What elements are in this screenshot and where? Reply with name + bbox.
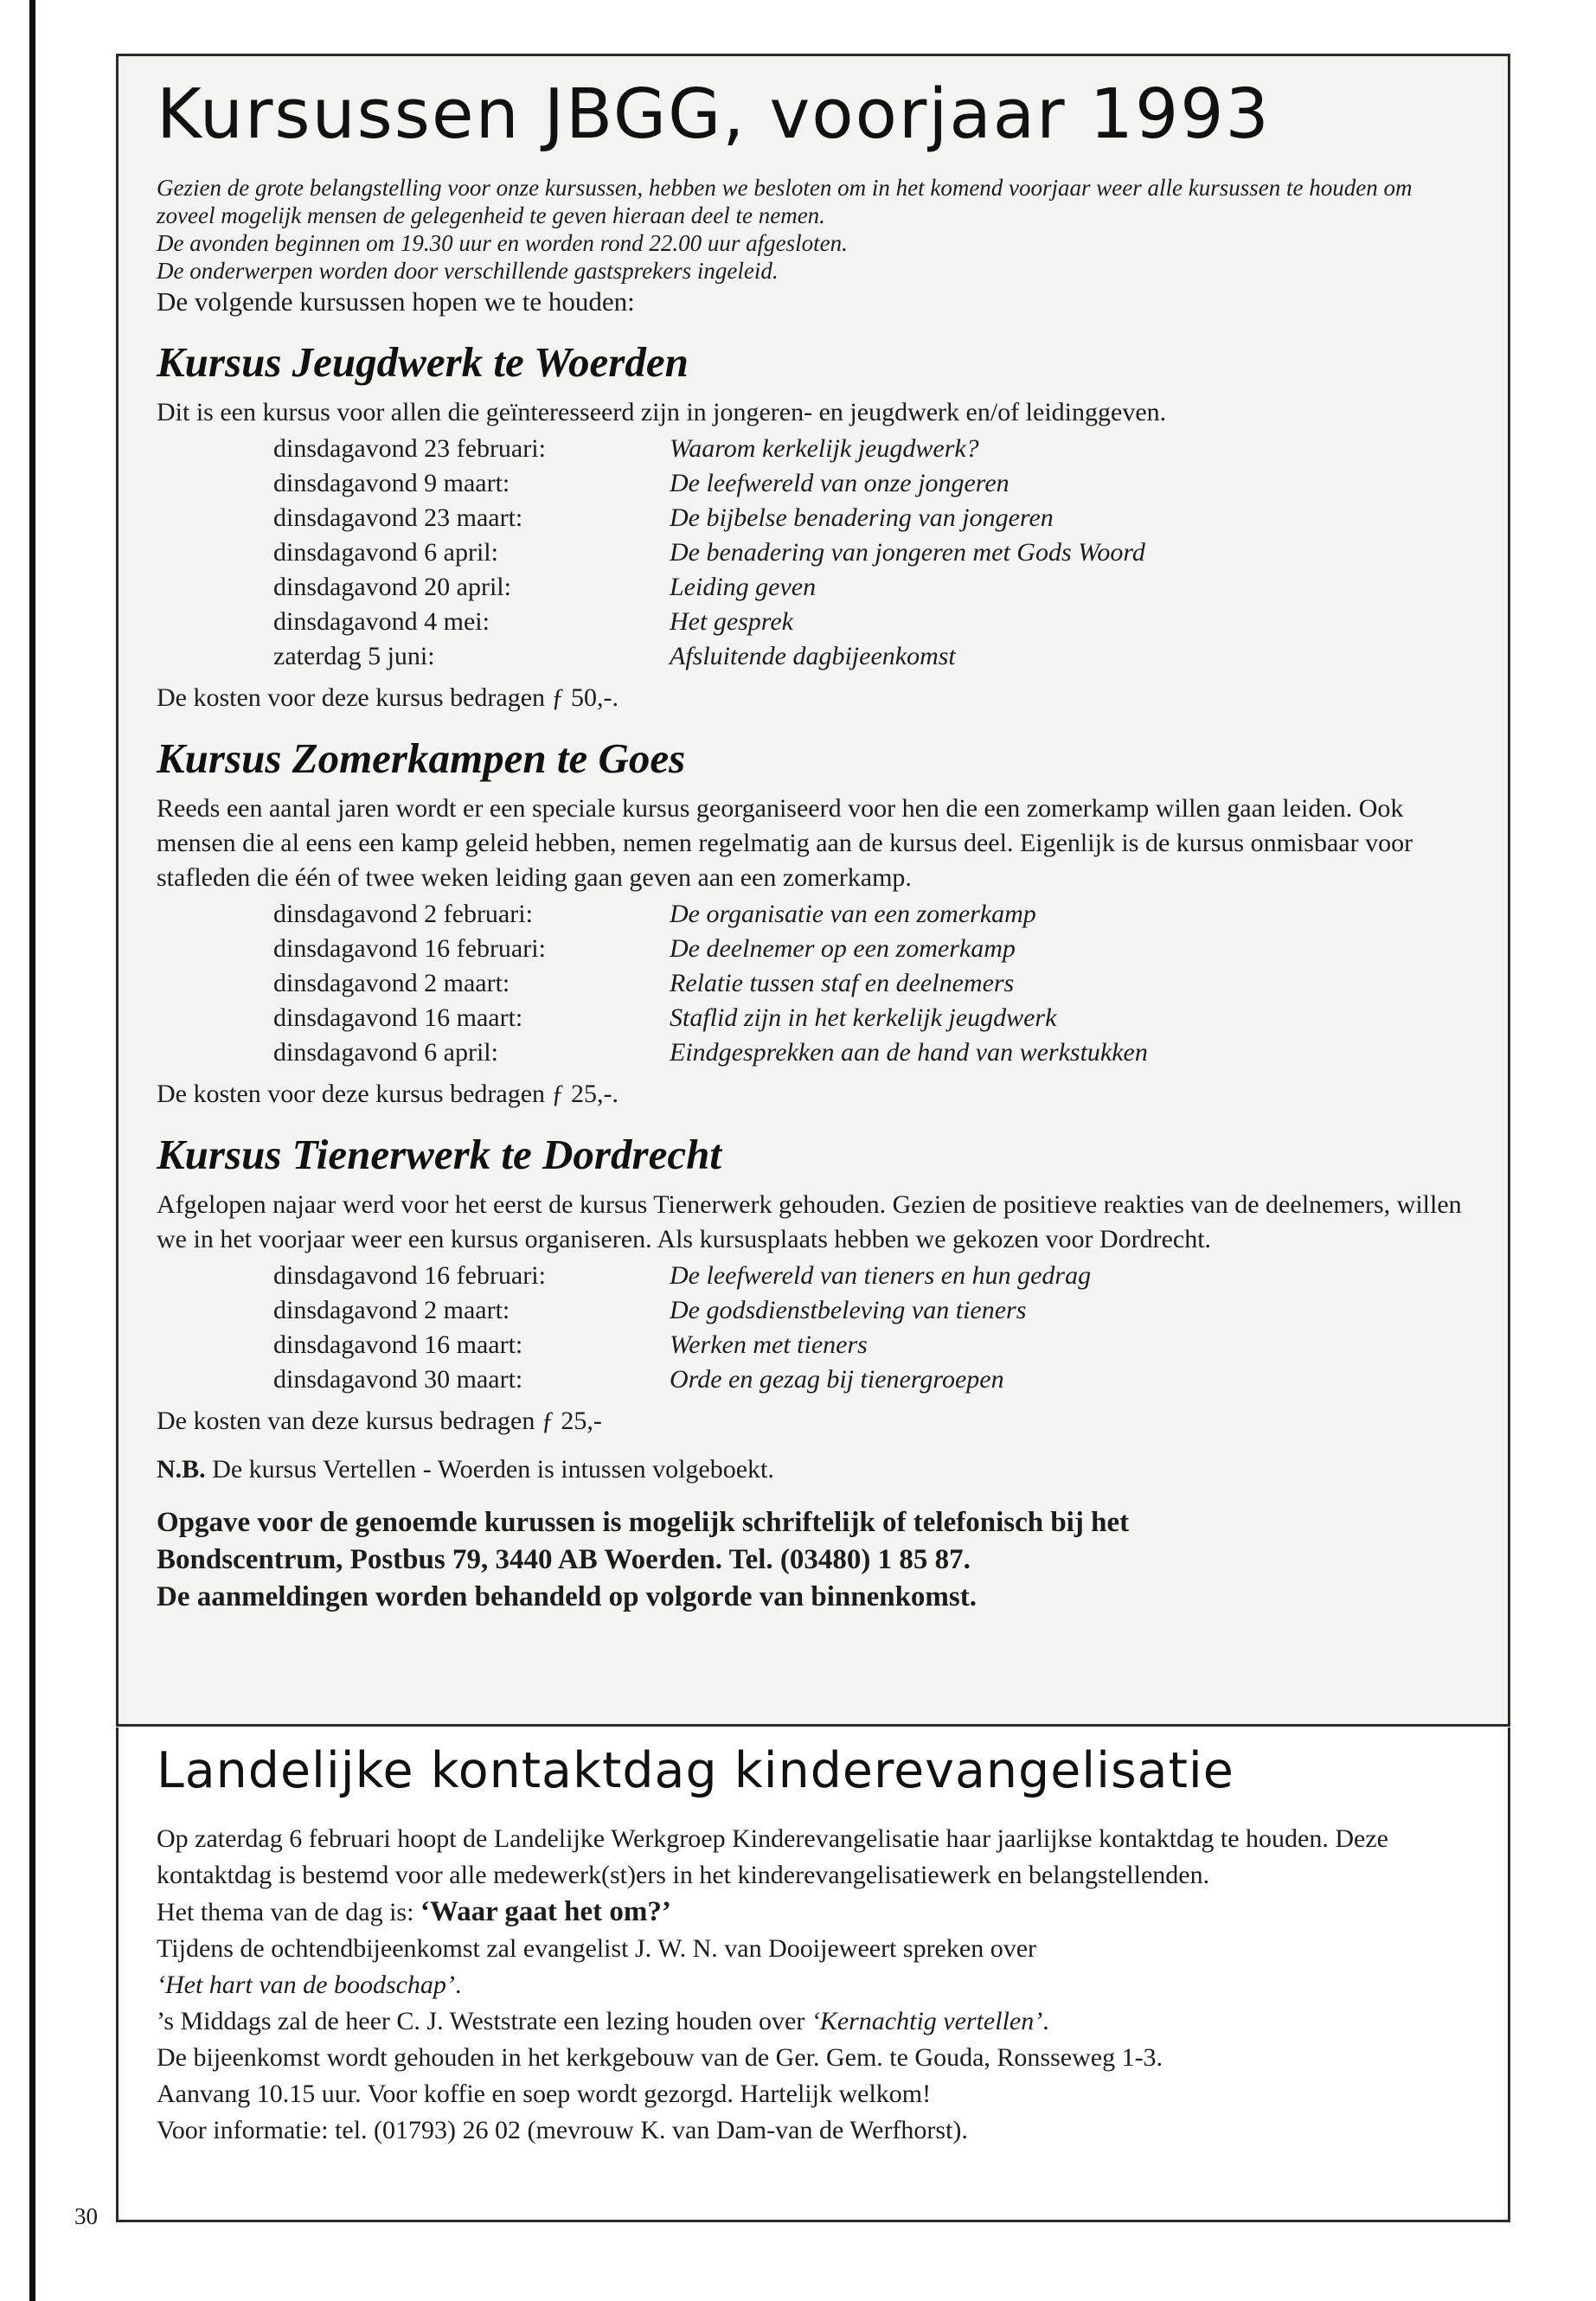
morning-text: Tijdens de ochtendbijeenkomst zal evangelist J. W. N. van Dooijeweert spreken over — [157, 1934, 1036, 1963]
schedule-date: dinsdagavond 6 april: — [273, 538, 498, 567]
schedule-date: dinsdagavond 30 maart: — [273, 1365, 523, 1394]
schedule-row — [273, 966, 1148, 1001]
schedule-date: dinsdagavond 23 februari: — [273, 434, 546, 463]
schedule-date: dinsdagavond 23 maart: — [273, 503, 523, 532]
schedule-date: zaterdag 5 juni: — [273, 642, 435, 670]
schedule-topic: De organisatie van een zomerkamp — [670, 900, 1036, 928]
theme-prefix: Het thema van de dag is: — [157, 1898, 420, 1926]
registration-line: Bondscentrum, Postbus 79, 3440 AB Woerden. Tel. (03480) 1 85 87. — [157, 1544, 971, 1575]
schedule-row — [273, 1328, 1091, 1362]
afternoon-line — [157, 2003, 1475, 2040]
schedule-topic: De leefwereld van onze jongeren — [670, 469, 1010, 497]
course-title: Kursus Jeugdwerk te Woerden — [157, 338, 689, 386]
schedule-topic: Het gesprek — [670, 607, 793, 636]
contact-day-box — [116, 1727, 1510, 2222]
venue-line: De bijeenkomst wordt gehouden in het kerkgebouw van de Ger. Gem. te Gouda, Ronsseweg 1-3. — [157, 2043, 1163, 2072]
schedule-row — [273, 1035, 1148, 1070]
schedule-row — [273, 605, 1145, 639]
course-cost: De kosten voor deze kursus bedragen ƒ 25,-. — [157, 1080, 619, 1108]
schedule-topic: De bijbelse benadering van jongeren — [670, 503, 1054, 532]
page-number: 30 — [74, 2203, 98, 2229]
registration-line: De aanmeldingen worden behandeld op volgorde van binnenkomst. — [157, 1581, 977, 1612]
note-label: N.B. — [157, 1455, 206, 1484]
schedule-row — [273, 1362, 1091, 1397]
course-description: Dit is een kursus voor allen die geïnteresseerd zijn in jongeren- en jeugdwerk en/of leidinggeven. — [157, 398, 1167, 426]
schedule-row — [273, 432, 1145, 466]
schedule-topic: Relatie tussen staf en deelnemers — [670, 969, 1015, 997]
schedule-date: dinsdagavond 20 april: — [273, 573, 511, 601]
intro-paragraph: Gezien de grote belangstelling voor onze kursussen, hebben we besloten om in het komend voorjaar weer alle kursussen te houden om zoveel mogelijk mensen de gelegenheid te geven hieraan deel te nemen. — [157, 175, 1413, 228]
schedule-topic: Eindgesprekken aan de hand van werkstukken — [670, 1038, 1148, 1067]
schedule-row — [273, 501, 1145, 535]
info-line: Voor informatie: tel. (01793) 26 02 (mevrouw K. van Dam-van de Werfhorst). — [157, 2116, 968, 2144]
schedule-topic: Orde en gezag bij tienergroepen — [670, 1365, 1004, 1394]
afternoon-end: . — [1042, 2007, 1049, 2035]
schedule-date: dinsdagavond 6 april: — [273, 1038, 498, 1067]
schedule-topic: De deelnemer op een zomerkamp — [670, 934, 1016, 963]
schedule-topic: De benadering van jongeren met Gods Woord — [670, 538, 1145, 567]
section-title: Landelijke kontaktdag kinderevangelisatie — [157, 1742, 1234, 1799]
schedule-topic: De leefwereld van tieners en hun gedrag — [670, 1261, 1092, 1290]
schedule-row — [273, 639, 1145, 674]
course-schedule — [273, 1259, 1091, 1397]
courses-box — [116, 54, 1510, 1727]
course-cost: De kosten van deze kursus bedragen ƒ 25,- — [157, 1407, 602, 1435]
morning-topic: ‘Het hart van de boodschap’ — [157, 1971, 455, 1999]
schedule-date: dinsdagavond 16 maart: — [273, 1330, 523, 1359]
course-schedule — [273, 897, 1148, 1070]
afternoon-topic: ‘Kernachtig vertellen’ — [811, 2007, 1043, 2035]
course-description: Afgelopen najaar werd voor het eerst de kursus Tienerwerk gehouden. Gezien de positieve reakties van de deelnemers, willen we in het voorjaar weer een kursus organiseren. Als kursusplaats hebben we gekozen voor Dordrecht. — [157, 1190, 1462, 1253]
schedule-row — [273, 1001, 1148, 1035]
schedule-date: dinsdagavond 16 februari: — [273, 1261, 546, 1290]
page-title: Kursussen JBGG, voorjaar 1993 — [157, 74, 1271, 154]
registration-info — [157, 1504, 1475, 1616]
schedule-row — [273, 466, 1145, 501]
intro-paragraph: De avonden beginnen om 19.30 uur en worden rond 22.00 uur afgesloten. — [157, 230, 848, 256]
schedule-row — [273, 932, 1148, 966]
schedule-date: dinsdagavond 16 maart: — [273, 1003, 523, 1032]
schedule-date: dinsdagavond 2 februari: — [273, 900, 533, 928]
theme-line — [157, 1894, 1475, 1931]
schedule-topic: Staflid zijn in het kerkelijk jeugdwerk — [670, 1003, 1057, 1032]
schedule-topic: Werken met tieners — [670, 1330, 868, 1359]
schedule-row — [273, 897, 1148, 932]
note-text: De kursus Vertellen - Woerden is intussen volgeboekt. — [205, 1455, 774, 1484]
schedule-row — [273, 1293, 1091, 1328]
binding-edge — [29, 0, 35, 2301]
schedule-row — [273, 570, 1145, 605]
theme-title: ‘Waar gaat het om?’ — [420, 1896, 671, 1927]
schedule-date: dinsdagavond 2 maart: — [273, 1296, 510, 1324]
registration-line: Opgave voor de genoemde kurussen is mogelijk schriftelijk of telefonisch bij het — [157, 1507, 1130, 1538]
morning-line — [157, 1931, 1475, 2003]
note — [157, 1452, 1475, 1487]
schedule-row — [273, 1259, 1091, 1293]
schedule-date: dinsdagavond 9 maart: — [273, 469, 510, 497]
schedule-date: dinsdagavond 4 mei: — [273, 607, 490, 636]
course-title: Kursus Zomerkampen te Goes — [157, 734, 686, 782]
schedule-topic: Leiding geven — [670, 573, 817, 601]
course-schedule — [273, 432, 1145, 674]
afternoon-text: ’s Middags zal de heer C. J. Weststrate een lezing houden over — [157, 2007, 811, 2035]
schedule-topic: Afsluitende dagbijeenkomst — [670, 642, 956, 670]
intro-paragraph: De volgende kursussen hopen we te houden: — [157, 286, 635, 317]
course-title: Kursus Tienerwerk te Dordrecht — [157, 1131, 721, 1178]
intro — [157, 174, 1475, 319]
morning-end: . — [454, 1971, 462, 1999]
course-cost: De kosten voor deze kursus bedragen ƒ 50,-. — [157, 683, 619, 712]
schedule-topic: De godsdienstbeleving van tieners — [670, 1296, 1027, 1324]
schedule-date: dinsdagavond 16 februari: — [273, 934, 546, 963]
intro-paragraph: Op zaterdag 6 februari hoopt de Landelijke Werkgroep Kinderevangelisatie haar jaarlijkse kontaktdag te houden. Deze kontaktdag is bestemd voor alle medewerk(st)ers in het kinderevangelisatiewerk en belangstellenden. — [157, 1824, 1388, 1889]
course-description: Reeds een aantal jaren wordt er een speciale kursus georganiseerd voor hen die een zomerkamp willen gaan leiden. Ook mensen die al eens een kamp geleid hebben, nemen regelmatig aan de kursus deel. Eigenlijk is de kursus onmisbaar voor stafleden die één of twee weken leiding gaan geven aan een zomerkamp. — [157, 794, 1413, 892]
schedule-topic: Waarom kerkelijk jeugdwerk? — [670, 434, 979, 463]
intro-paragraph: De onderwerpen worden door verschillende gastsprekers ingeleid. — [157, 258, 779, 284]
start-line: Aanvang 10.15 uur. Voor koffie en soep wordt gezorgd. Hartelijk welkom! — [157, 2080, 932, 2108]
schedule-date: dinsdagavond 2 maart: — [273, 969, 510, 997]
schedule-row — [273, 535, 1145, 570]
